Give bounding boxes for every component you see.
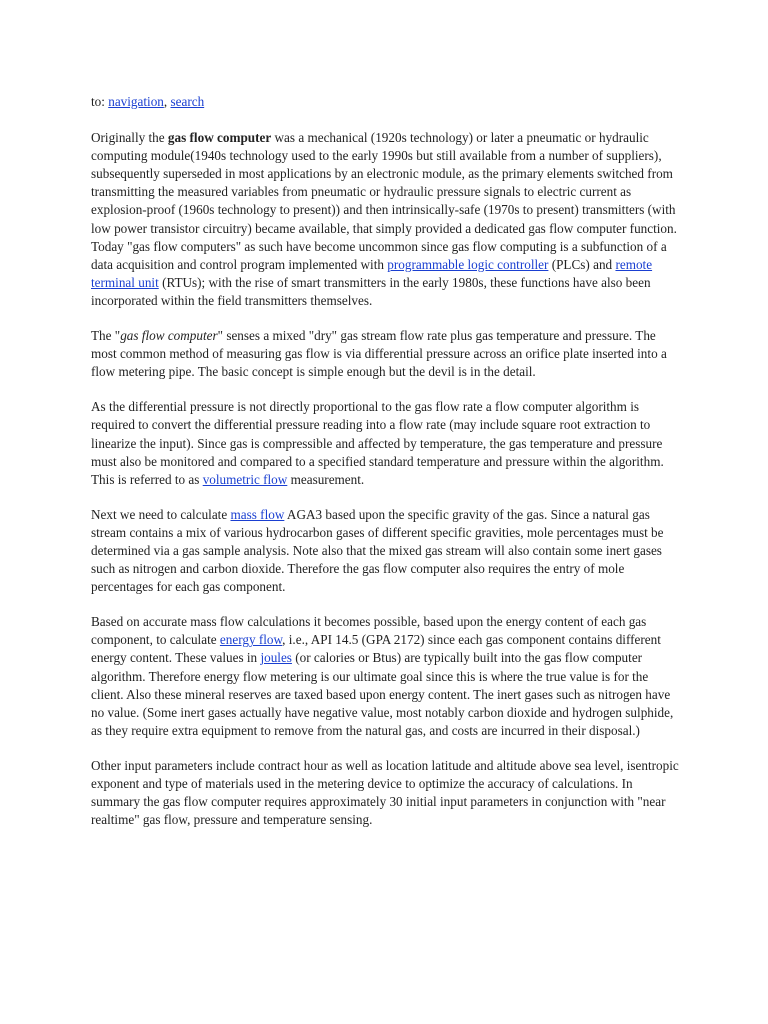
paragraph-text: was a mechanical (1920s technology) or later a pneumatic or hydraulic computing module(1940s technology used to the early 1990s but still available from a number of suppliers), subsequently superseded in most applications by an electronic module, as the primary elements switched from transmitting the measured variables from pneumatic or hydraulic pressure signals to electric current as explosion-proof (1960s technology to present)) and then intrinsically-safe (1970s to present) transmitters (with low power transistor circuitry) became available, that simply provided a dedicated gas flow computer function. Today "gas flow computers" as such have become uncommon since gas flow computing is a subfunction of a data acquisition and control program implemented with [91, 130, 677, 272]
jump-separator: , [163, 94, 171, 109]
paragraph-text: , i.e., API 14.5 (GPA 2172) since each gas component contains different energy content. These values in [91, 632, 661, 666]
paragraph-text: (PLCs) and [548, 256, 616, 272]
navigation-link[interactable]: navigation [108, 94, 164, 109]
mass-flow-link[interactable]: mass flow [230, 506, 285, 522]
term-gas-flow-computer-italic: gas flow computer [120, 328, 218, 344]
paragraph-text: Other input parameters include contract hour as well as location latitude and altitude above sea level, isentropic exponent and type of materials used in the metering device to optimize the accuracy of calculations. In summary the gas flow computer requires approximately 30 initial input parameters in conjunction with "near realtime" gas flow, pressure and temperature sensing. [91, 757, 679, 828]
jump-to-line [91, 93, 679, 111]
jump-to-prefix: to: [91, 94, 109, 109]
search-link[interactable]: search [170, 94, 205, 109]
paragraph-text: (RTUs); with the rise of smart transmitters in the early 1980s, these functions have also been incorporated within the field transmitters themselves. [91, 274, 651, 308]
paragraph-history [91, 129, 679, 310]
paragraph-text: AGA3 based upon the specific gravity of the gas. Since a natural gas stream contains a mix of various hydrocarbon gases of different specific gravities, mole percentages must be determined via a gas sample analysis. Note also that the mixed gas stream will also contain some inert gases such as nitrogen and carbon dioxide. Therefore the gas flow computer also requires the entry of mole percentages for each gas component. [91, 506, 664, 595]
paragraph-text: Next we need to calculate [91, 506, 231, 522]
paragraph-sensing [91, 327, 679, 381]
term-gas-flow-computer: gas flow computer [167, 130, 272, 146]
paragraph-text: As the differential pressure is not directly proportional to the gas flow rate a flow computer algorithm is required to convert the differential pressure reading into a flow rate (may include square root extraction to linearize the input). Since gas is compressible and affected by temperature, the gas temperature and pressure must also be monitored and compared to a specified standard temperature and pressure within the algorithm. This is referred to as [91, 399, 664, 487]
paragraph-energy-flow [91, 613, 679, 740]
paragraph-text: measurement. [287, 471, 365, 487]
paragraph-text: " senses a mixed "dry" gas stream flow rate plus gas temperature and pressure. The most common method of measuring gas flow is via differential pressure across an orifice plate inserted into a flow metering pipe. The basic concept is simple enough but the devil is in the detail. [91, 328, 667, 380]
paragraph-text: Based on accurate mass flow calculations it becomes possible, based upon the energy content of each gas component, to calculate [91, 614, 647, 648]
paragraph-mass-flow [91, 506, 679, 596]
joules-link[interactable]: joules [260, 650, 292, 666]
paragraph-text: (or calories or Btus) are typically built into the gas flow computer algorithm. Therefore energy flow metering is our ultimate goal since this is where the true value is for the client. Also these mineral reserves are taxed based upon energy content. The inert gases such as nitrogen have no value. (Some inert gases actually have negative value, most notably carbon dioxide and hydrogen sulphide, as they require extra equipment to remove from the natural gas, and costs are incurred in their disposal.) [91, 650, 674, 738]
paragraph-text: Originally the [91, 130, 168, 146]
article-body [91, 93, 679, 846]
paragraph-text: The " [91, 328, 121, 344]
plc-link[interactable]: programmable logic controller [387, 256, 549, 272]
paragraph-differential-pressure [91, 398, 679, 488]
paragraph-input-parameters [91, 757, 679, 829]
rtu-link[interactable]: remote terminal unit [91, 256, 653, 290]
volumetric-flow-link[interactable]: volumetric flow [202, 471, 288, 487]
energy-flow-link[interactable]: energy flow [219, 632, 283, 648]
